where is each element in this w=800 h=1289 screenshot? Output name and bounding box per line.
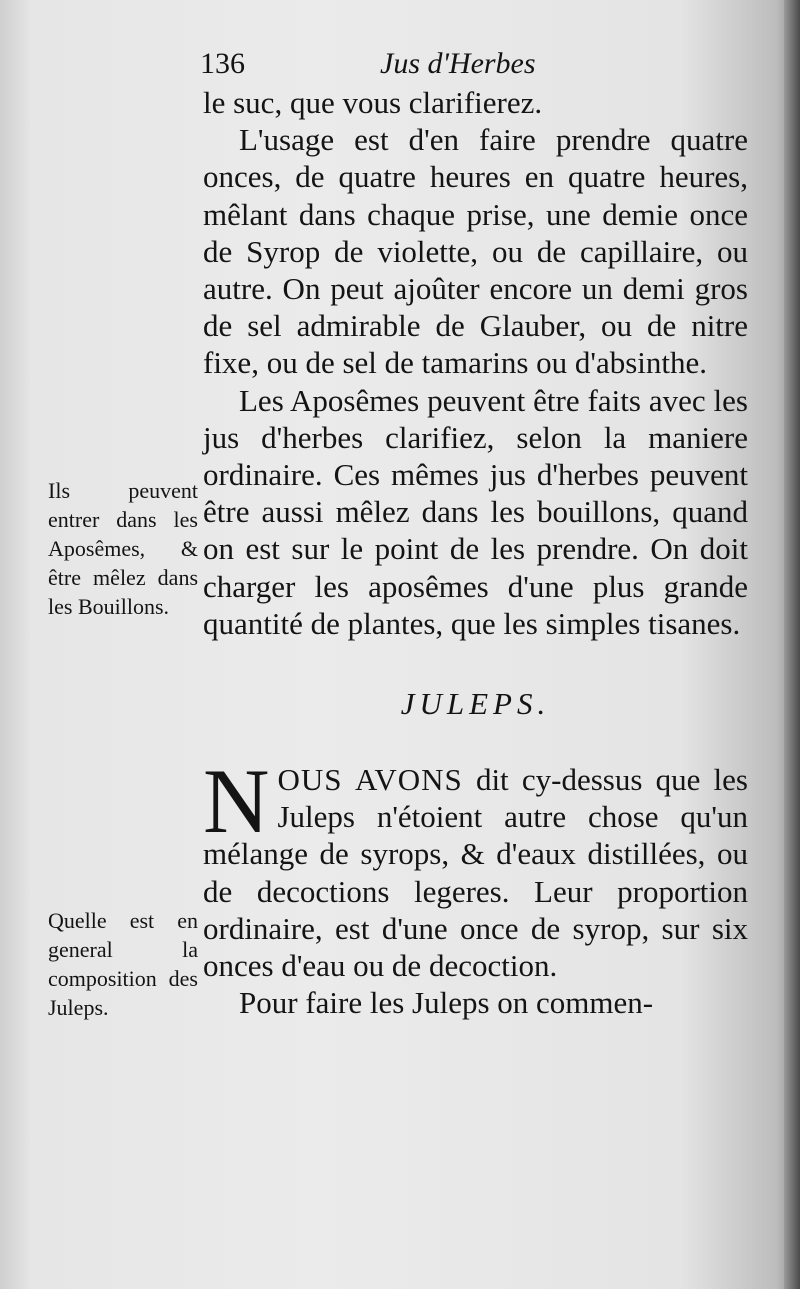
paragraph-2: L'usage est d'en faire prendre quatre onces, de quatre heures en quatre heures, mêlant dans chaque prise, une demie once de Syrop de violette, ou de capillaire, ou autre. On peut ajoûter encore un demi gros de sel admirable de Glauber, ou de nitre fixe, ou de sel de tamarins ou d'absinthe. — [203, 122, 748, 381]
paragraph-4 — [203, 750, 748, 984]
section-title: JULEPS. — [400, 686, 551, 722]
paragraph-1: le suc, que vous clarifierez. — [203, 85, 543, 120]
running-head: Jus d'Herbes — [380, 47, 536, 80]
margin-note-aposemes: Ils peuvent entrer dans les Aposêmes, & être mêlez dans les Bouillons. — [48, 478, 198, 619]
page-number: 136 — [200, 47, 245, 80]
margin-note-juleps: Quelle est en general la composition des Juleps. — [48, 908, 198, 1020]
paragraph-3: Les Aposêmes peuvent être faits avec les jus d'herbes clarifiez, selon la maniere ordinaire. Ces mêmes jus d'herbes peuvent être aussi mêlez dans les bouillons, quand on est sur le point de les prendre. On doit charger les aposêmes d'une plus grande quantité de plantes, que les simples tisanes. — [203, 382, 748, 641]
paragraph-5: Pour faire les Juleps on commen- — [239, 985, 654, 1021]
page-header — [200, 44, 560, 84]
paragraph-4-text: dit cy-dessus que les Juleps n'étoient autre chose qu'un mélange de syrops, & d'eaux distillées, ou de decoctions legeres. Leur proportion ordinaire, est d'une once de syrop, sur six onces d'eau ou de decoction. — [203, 762, 748, 984]
page-gutter-shadow — [784, 0, 800, 1289]
small-caps-opening: OUS AVONS — [277, 762, 463, 798]
main-text-column — [203, 84, 748, 1021]
drop-cap: N — [203, 750, 270, 853]
